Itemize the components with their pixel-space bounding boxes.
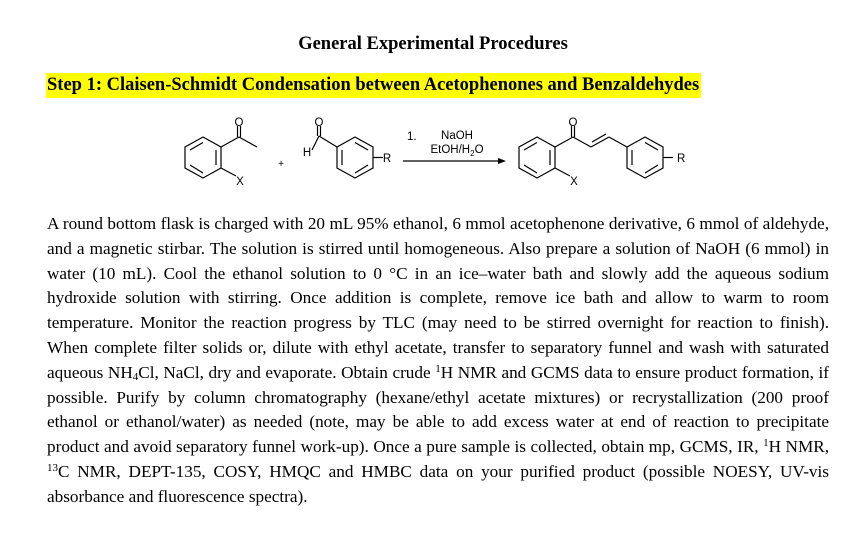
- reagent-label: NaOH: [441, 130, 473, 142]
- step-heading: Step 1: Claisen-Schmidt Condensation between Acetophenones and Benzaldehydes: [46, 73, 701, 98]
- reaction-arrow-head: [498, 158, 506, 164]
- benzaldehyde-structure: [312, 126, 383, 178]
- reactant1-oxygen-label: O: [234, 117, 244, 129]
- reactant1-substituent-label: X: [236, 176, 244, 188]
- reaction-scheme: [180, 116, 700, 200]
- reactant2-hydrogen-label: H: [302, 147, 312, 159]
- chalcone-structure: [519, 126, 673, 178]
- solvent-label: EtOH/$H_2O$: [430, 144, 484, 158]
- product-oxygen-label: O: [568, 117, 578, 129]
- product-r-label: R: [677, 153, 686, 165]
- procedure-paragraph: A round bottom flask is charged with 20 mL 95% ethanol, 6 mmol acetophenone derivative, 6 mmol of aldehyde, and a magnetic stirbar. The solution is stirred until homogeneous. Also prepare a solution of NaOH (6 mmol) in water (10 mL). Cool the ethanol solution to 0 °C in an ice–water bath and slowly add the aqueous sodium hydroxide solution with stirring. Once addition is complete, remove ice bath and allow to warm to room temperature. Monitor the reaction progress by TLC (may need to be stirred overnight for reaction to finish). When complete filter solids or, dilute with ethyl acetate, transfer to separatory funnel and wash with saturated aqueous $NH_4Cl$, NaCl, dry and evaporate. Obtain crude $^1$H NMR and GCMS data to ensure product formation, if possible. Purify by column chromatography (hexane/ethyl acetate mixtures) or recrystallization (200 proof ethanol or ethanol/water) as needed (note, may be able to add excess water at end of reaction to precipitate product and avoid separatory funnel work-up). Once a pure sample is collected, obtain mp, GCMS, IR, $^1$H NMR, $^{13}$C NMR, DEPT-135, COSY, HMQC and HMBC data on your purified product (possible NOESY, UV-vis absorbance and fluorescence spectra).: [47, 214, 829, 506]
- plus-sign: +: [278, 159, 284, 170]
- product-x-label: X: [570, 176, 578, 188]
- acetophenone-structure: [185, 126, 257, 178]
- reactant2-substituent-label: R: [382, 153, 392, 165]
- page-title: General Experimental Procedures: [298, 34, 568, 54]
- reaction-step-number: 1.: [407, 131, 417, 143]
- reactant2-oxygen-label: O: [314, 117, 324, 129]
